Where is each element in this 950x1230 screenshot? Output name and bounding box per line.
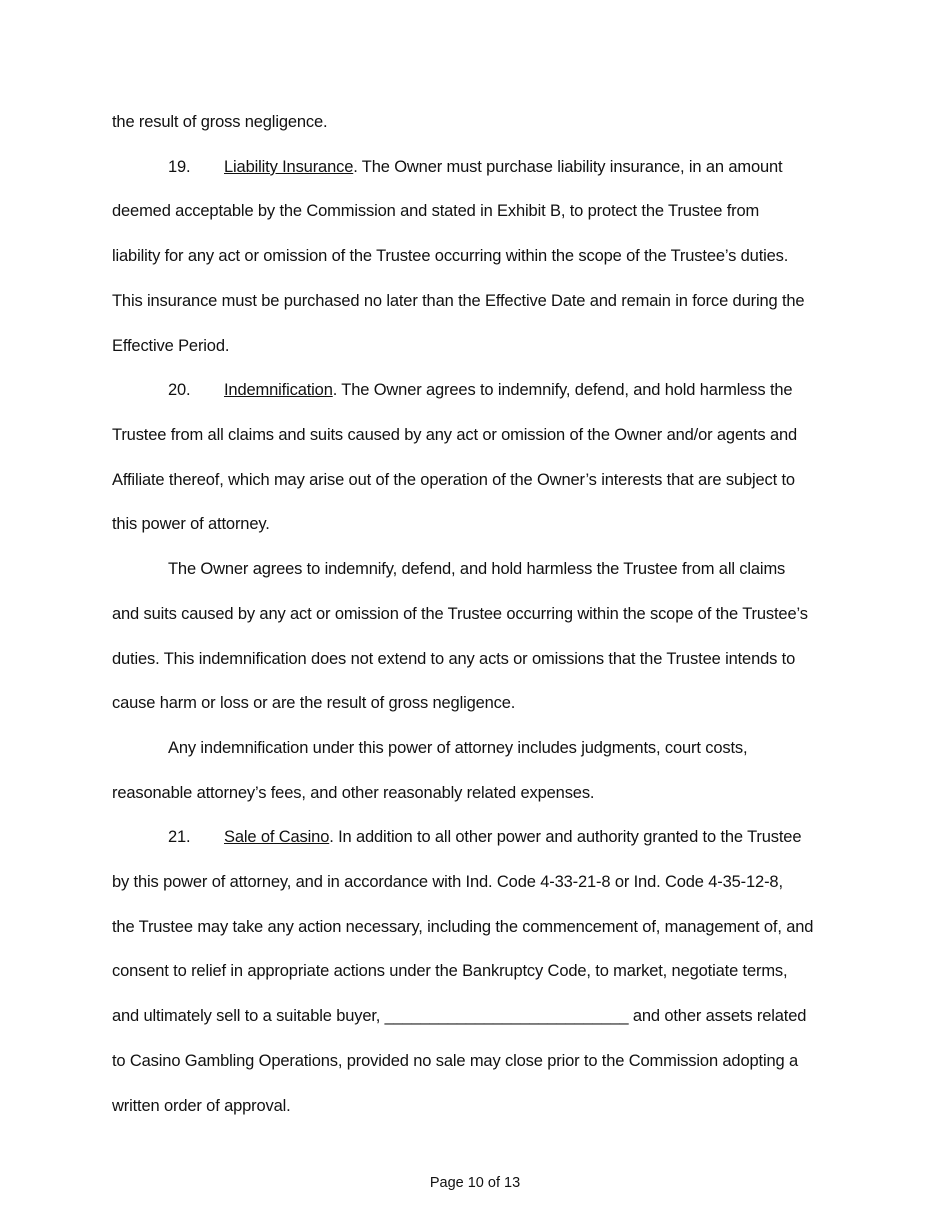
paragraph-21-first-line: [168, 826, 801, 848]
text-line: to Casino Gambling Operations, provided no sale may close prior to the Commission adopting a: [112, 1052, 798, 1070]
text-line: this power of attorney.: [112, 515, 270, 533]
text-run: . The Owner agrees to indemnify, defend, and hold harmless the: [332, 381, 793, 399]
text-line: consent to relief in appropriate actions under the Bankruptcy Code, to market, negotiate terms,: [112, 962, 788, 980]
text-line: and suits caused by any act or omission of the Trustee occurring within the scope of the Trustee’s: [112, 605, 808, 623]
section-heading-liability-insurance: Liability Insurance: [224, 158, 354, 176]
page-number-footer: Page 10 of 13: [429, 1175, 521, 1191]
paragraph-number: 19.: [168, 158, 191, 176]
paragraph-number: 21.: [168, 828, 191, 846]
text-line: written order of approval.: [112, 1097, 291, 1115]
text-line: deemed acceptable by the Commission and stated in Exhibit B, to protect the Trustee from: [112, 202, 760, 220]
section-heading-sale-of-casino: Sale of Casino: [224, 828, 330, 846]
text-line: the result of gross negligence.: [112, 113, 328, 131]
text-line-with-buyer-blank: and ultimately sell to a suitable buyer, ___________________________ and other assets related: [112, 1007, 807, 1025]
text-line: reasonable attorney’s fees, and other reasonably related expenses.: [112, 784, 595, 802]
text-run: . The Owner must purchase liability insurance, in an amount: [353, 158, 783, 176]
text-line: liability for any act or omission of the Trustee occurring within the scope of the Trustee’s duties.: [112, 247, 789, 265]
text-line: duties. This indemnification does not extend to any acts or omissions that the Trustee intends to: [112, 650, 796, 668]
text-line: by this power of attorney, and in accordance with Ind. Code 4-33-21-8 or Ind. Code 4-35-12-8,: [112, 873, 783, 891]
text-run: . In addition to all other power and authority granted to the Trustee: [329, 828, 802, 846]
text-line: Effective Period.: [112, 337, 230, 355]
text-line: Trustee from all claims and suits caused by any act or omission of the Owner and/or agents and: [112, 426, 798, 444]
text-line: the Trustee may take any action necessary, including the commencement of, management of, and: [112, 918, 814, 936]
section-heading-indemnification: Indemnification: [224, 381, 333, 399]
paragraph-19-first-line: [168, 156, 782, 178]
text-line: The Owner agrees to indemnify, defend, and hold harmless the Trustee from all claims: [168, 560, 786, 578]
text-line: This insurance must be purchased no later than the Effective Date and remain in force during the: [112, 292, 805, 310]
text-line: Affiliate thereof, which may arise out of the operation of the Owner’s interests that are subject to: [112, 471, 795, 489]
text-line: cause harm or loss or are the result of gross negligence.: [112, 694, 516, 712]
paragraph-number: 20.: [168, 381, 191, 399]
paragraph-20-first-line: [168, 379, 792, 401]
text-line: Any indemnification under this power of attorney includes judgments, court costs,: [168, 739, 748, 757]
